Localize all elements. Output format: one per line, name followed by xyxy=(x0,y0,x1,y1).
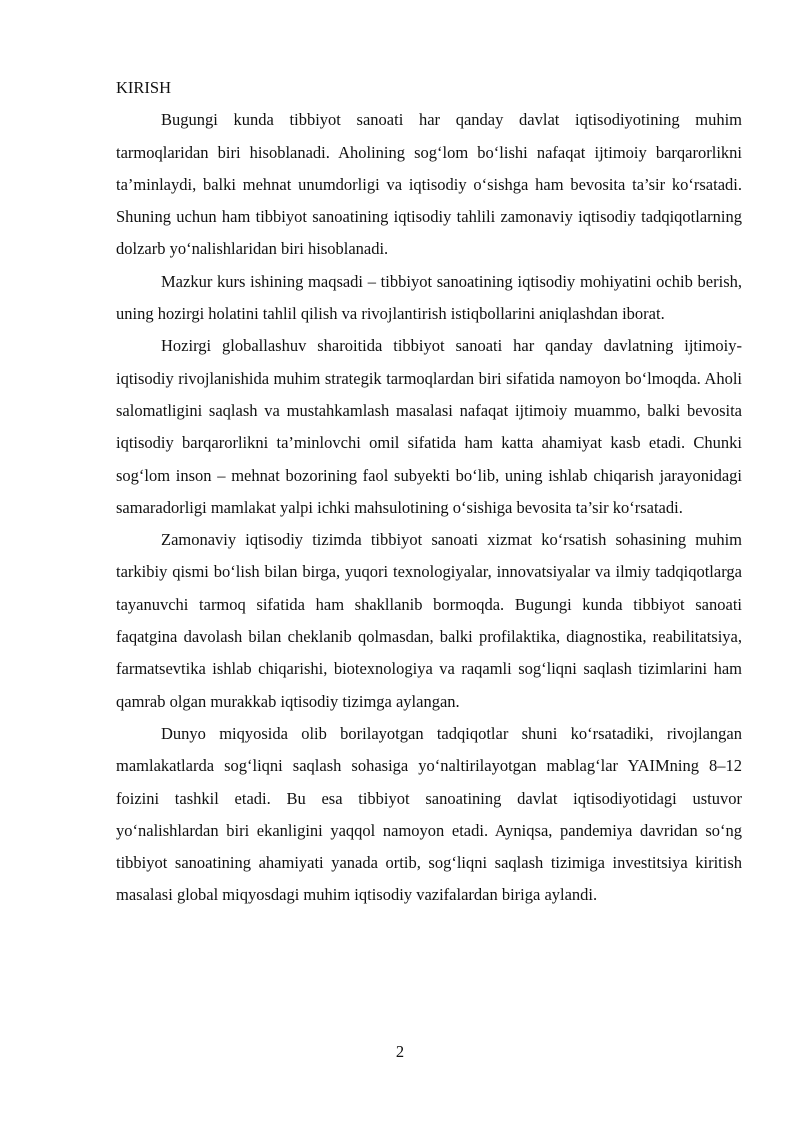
section-heading: KIRISH xyxy=(116,78,172,97)
paragraph-2: Mazkur kurs ishining maqsadi – tibbiyot sanoatining iqtisodiy mohiyatini ochib berish, uning hozirgi holatini tahlil qilish va rivojlantirish istiqbollarini aniqlashdan iborat. xyxy=(116,271,742,324)
paragraph-3: Hozirgi globallashuv sharoitida tibbiyot sanoati har qanday davlatning ijtimoiy-iqtisodiy rivojlanishida muhim strategik tarmoqlardan biri sifatida namoyon bo‘lmoqda. Aholi salomatligini saqlash va mustahkamlash masalasi nafaqat ijtimoiy muammo, balki bevosita iqtisodiy barqarorlikni ta’minlovchi omil sifatida ham katta ahamiyat kasb etadi. Chunki sog‘lom inson – mehnat bozorining faol subyekti bo‘lib, uning ishlab chiqarish jarayonidagi samaradorligi mamlakat yalpi ichki mahsulotining o‘sishiga bevosita ta’sir ko‘rsatadi. xyxy=(116,336,742,517)
document-page xyxy=(116,72,742,912)
page-number: 2 xyxy=(395,1042,405,1061)
paragraph-4: Zamonaviy iqtisodiy tizimda tibbiyot sanoati xizmat ko‘rsatish sohasining muhim tarkibiy qismi bo‘lish bilan birga, yuqori texnologiyalar, innovatsiyalar va ilmiy tadqiqotlarga tayanuvchi tarmoq sifatida ham shakllanib bormoqda. Bugungi kunda tibbiyot sanoati faqatgina davolash bilan cheklanib qolmasdan, balki profilaktika, diagnostika, reabilitatsiya, farmatsevtika ishlab chiqarishi, biotexnologiya va raqamli sog‘liqni saqlash tizimlarini ham qamrab olgan murakkab iqtisodiy tizimga aylangan. xyxy=(116,530,742,711)
paragraph-1: Bugungi kunda tibbiyot sanoati har qanday davlat iqtisodiyotining muhim tarmoqlaridan biri hisoblanadi. Aholining sog‘lom bo‘lishi nafaqat ijtimoiy barqarorlikni ta’minlaydi, balki mehnat unumdorligi va iqtisodiy o‘sishga ham bevosita ta’sir ko‘rsatadi. Shuning uchun ham tibbiyot sanoatining iqtisodiy tahlili zamonaviy iqtisodiy tadqiqotlarning dolzarb yo‘nalishlaridan biri hisoblanadi. xyxy=(116,110,742,259)
paragraph-5: Dunyo miqyosida olib borilayotgan tadqiqotlar shuni ko‘rsatadiki, rivojlangan mamlakatlarda sog‘liqni saqlash sohasiga yo‘naltirilayotgan mablag‘lar YAIMning 8–12 foizini tashkil etadi. Bu esa tibbiyot sanoatining davlat iqtisodiyotidagi ustuvor yo‘nalishlardan biri ekanligini yaqqol namoyon etadi. Ayniqsa, pandemiya davridan so‘ng tibbiyot sanoatining ahamiyati yanada ortib, sog‘liqni saqlash tizimiga investitsiya kiritish masalasi global miqyosdagi muhim iqtisodiy vazifalardan biriga aylandi. xyxy=(116,723,742,905)
